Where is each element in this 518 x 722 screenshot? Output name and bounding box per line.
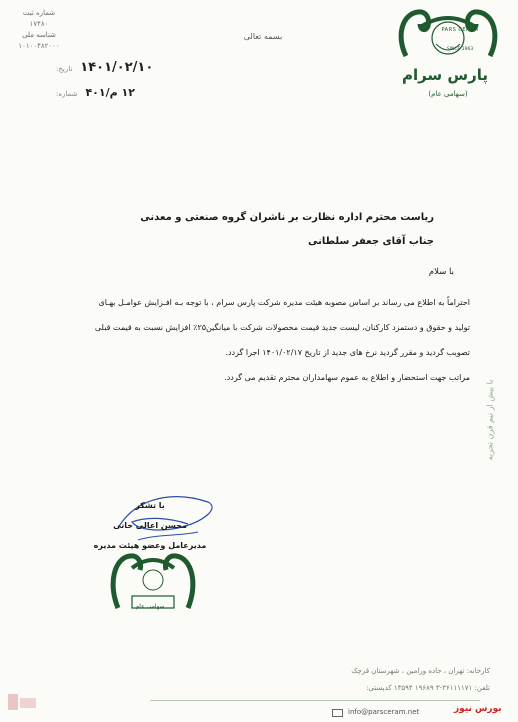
- company-logo: [392, 6, 504, 102]
- logo-company-name: پارس سرام: [401, 66, 489, 84]
- date-value: ۱۴۰۱/۰۲/۱۰: [80, 60, 154, 75]
- date-number-box: [56, 60, 156, 112]
- registration-info: [8, 8, 70, 52]
- recipient-block: [140, 206, 434, 254]
- signatory-title: مدیرعامل وعضو هیئت مدیره: [93, 541, 207, 550]
- logo-subtitle: (سهامی عام): [428, 90, 468, 98]
- logo-ribbon: PARS CERAM: [441, 27, 479, 33]
- stamp-text: سهامی عام: [135, 603, 165, 610]
- footer-email: info@parsceram.net: [348, 708, 420, 716]
- signature-block: [80, 496, 220, 556]
- body-line: تصویب گردید و مقرر گردید نرخ های جدید از تاریخ ۱۴۰۱/۰۲/۱۷ اجرا گردد.: [225, 348, 470, 357]
- watermark-logo-icon: [6, 690, 38, 714]
- body-line: تولید و حقوق و دستمزد کارکنان، لیست جدید قیمت محصولات شرکت با میانگین۲۵٪ افزایش نسبت به قیمت قبلی: [94, 323, 470, 332]
- logo-established: SINCE 1963: [446, 47, 474, 52]
- letter-body: [70, 290, 470, 390]
- number-value: ۱۲ م/۴۰۱: [85, 86, 135, 99]
- signature-thanks: با تشکر: [135, 501, 165, 510]
- side-tagline-text: با بیش از نیم قرن تجربه: [485, 379, 495, 461]
- date-label: تاریخ:: [56, 65, 73, 73]
- recipient-line-1: ریاست محترم اداره نظارت بر ناشران گروه صنعتی و معدنی: [140, 212, 434, 223]
- body-line: مراتب جهت استحضار و اطلاع به عموم سهامداران محترم تقدیم می گردد.: [224, 373, 470, 382]
- footer-phones: تلفن: ۳۶۱۱۱۱۷۱-۳ ۱۹۶۸۹ ۱۳۵۹۴ کدپستی:: [366, 684, 490, 692]
- footer-divider: [150, 700, 480, 701]
- number-label: شماره:: [56, 90, 78, 98]
- national-id-label: شناسه ملی: [22, 31, 56, 39]
- national-id-value: ۱۰۱۰۰۴۸۲۰۰۰: [18, 42, 60, 50]
- reg-number-label: شماره ثبت: [22, 9, 56, 17]
- bismillah: بسمه تعالی: [243, 32, 283, 41]
- watermark-text: بورس نیوز: [454, 704, 502, 714]
- body-line: احتراماً به اطلاع می رساند بر اساس مصوبه هیئت مدیره شرکت پارس سرام ، با توجه بـه افـزایش عوامـل بهـای: [98, 298, 470, 307]
- signatory-name: محسن اعالی خانی: [113, 521, 187, 530]
- reg-number-value: ۱۷۴۸۰: [29, 20, 49, 28]
- envelope-icon: [332, 709, 343, 717]
- side-tagline: [478, 300, 502, 540]
- recipient-line-2: جناب آقای جعفر سلطانی: [308, 236, 434, 247]
- footer-address: کارخانه: تهران ، جاده ورامین ، شهرستان قرچک: [351, 667, 490, 675]
- salutation: با سلام: [428, 267, 454, 277]
